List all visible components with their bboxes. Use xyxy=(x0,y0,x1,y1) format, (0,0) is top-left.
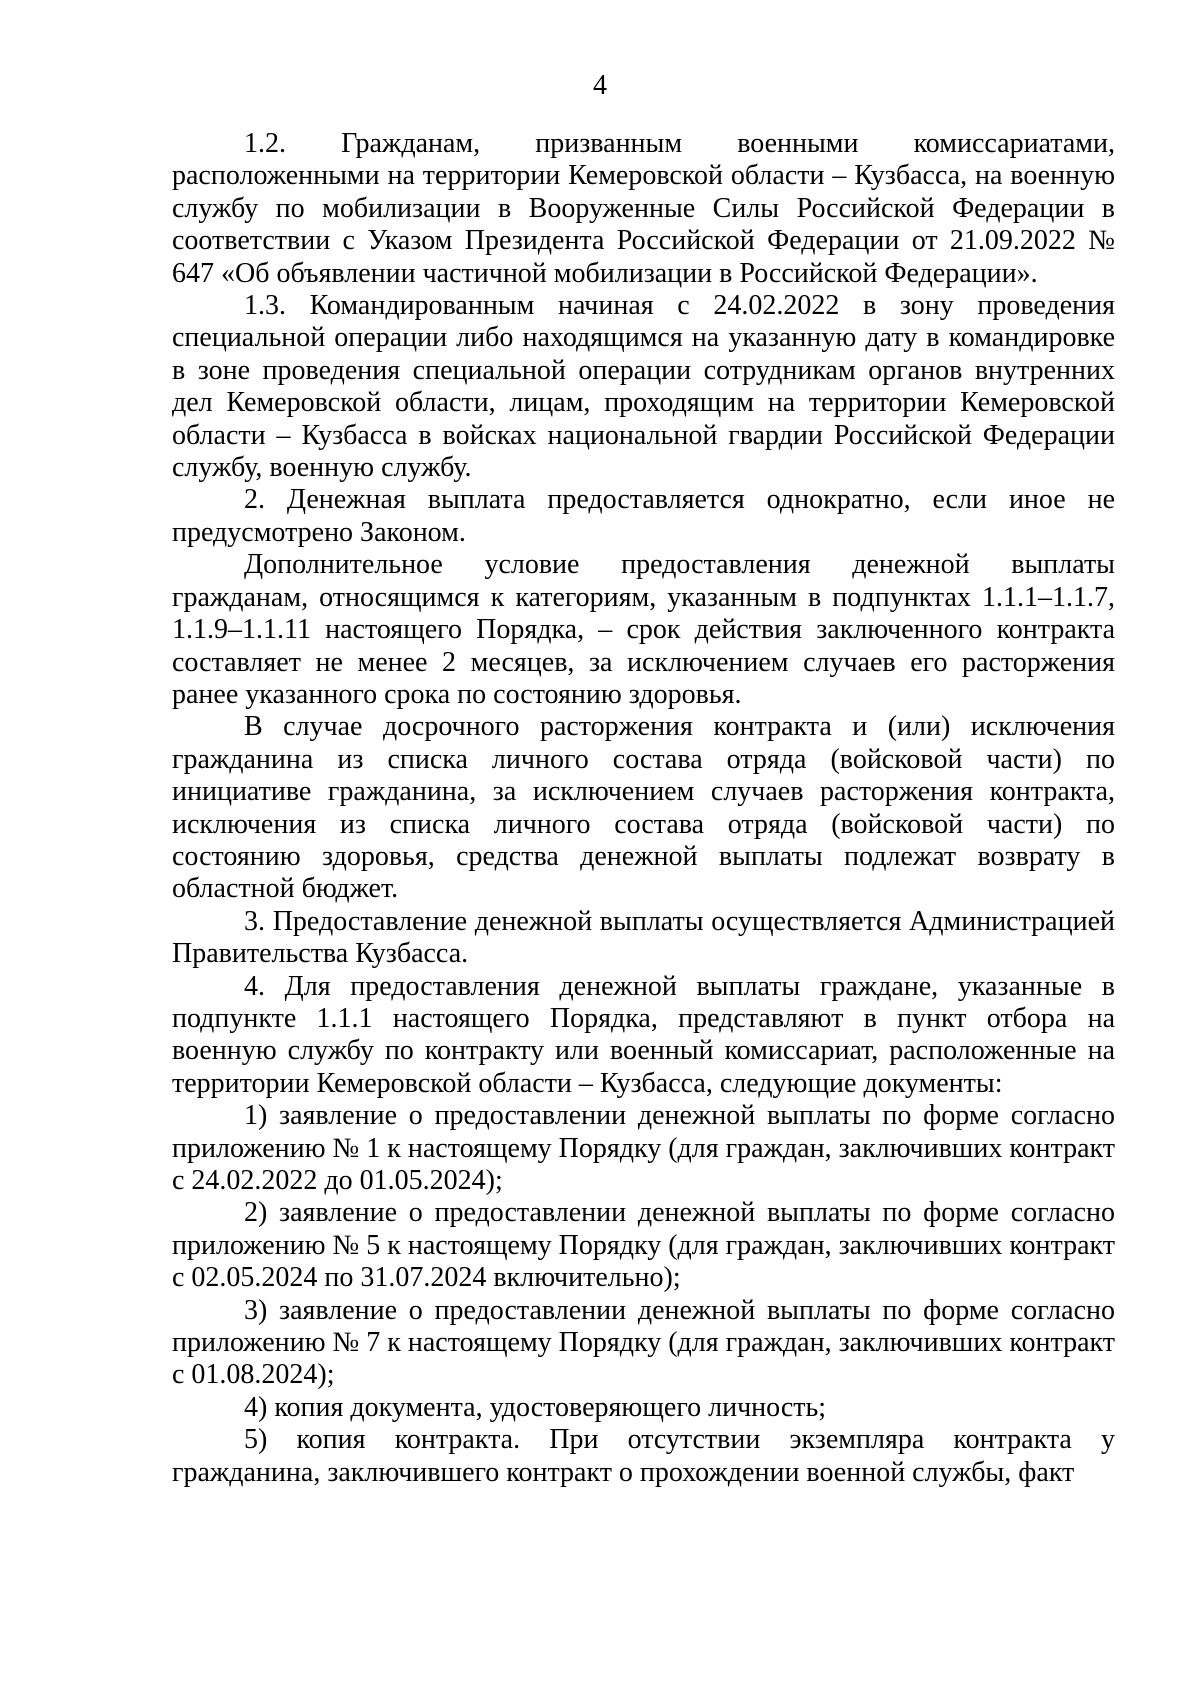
list-item-3-application-form-7: 3) заявление о предоставлении денежной выплаты по форме согласно приложению № 7 к настоящему Порядку (для граждан, заключивших контракт с 01.08.2024); xyxy=(172,1294,1115,1391)
list-item-5-contract-copy: 5) копия контракта. При отсутствии экземпляра контракта у гражданина, заключившего контракт о прохождении военной службы, факт xyxy=(172,1424,1115,1488)
paragraph-1-3-seconded: 1.3. Командированным начиная с 24.02.2022 в зону проведения специальной операции либо находящимся на указанную дату в командировке в зоне проведения специальной операции сотрудникам органов внутренних дел Кемеровской области, лицам, проходящим на территории Кемеровской области – Кузбасса в войсках национальной гвардии Российской Федерации службу, военную службу. xyxy=(172,290,1115,484)
paragraph-early-termination: В случае досрочного расторжения контракта и (или) исключения гражданина из списка личного состава отряда (войсковой части) по инициативе гражданина, за исключением случаев расторжения контракта, исключения из списка личного состава отряда (войсковой части) по состоянию здоровья, средства денежной выплаты подлежат возврату в областной бюджет. xyxy=(172,711,1115,905)
paragraph-additional-condition: Дополнительное условие предоставления денежной выплаты гражданам, относящимся к категориям, указанным в подпунктах 1.1.1–1.1.7, 1.1.9–1.1.11 настоящего Порядка, – срок действия заключенного контракта составляет не менее 2 месяцев, за исключением случаев его расторжения ранее указанного срока по состоянию здоровья. xyxy=(172,549,1115,710)
list-item-2-application-form-5: 2) заявление о предоставлении денежной выплаты по форме согласно приложению № 5 к настоящему Порядку (для граждан, заключивших контракт с 02.05.2024 по 31.07.2024 включительно); xyxy=(172,1197,1115,1294)
list-item-4-identity-document: 4) копия документа, удостоверяющего личность; xyxy=(244,1391,827,1423)
paragraph-3-administration: 3. Предоставление денежной выплаты осуществляется Администрацией Правительства Кузбасса. xyxy=(172,905,1115,970)
paragraph-4-documents: 4. Для предоставления денежной выплаты граждане, указанные в подпункте 1.1.1 настоящего Порядка, представляют в пункт отбора на военную службу по контракту или военный комиссариат, расположенные на территории Кемеровской области – Кузбасса, следующие документы: xyxy=(172,970,1115,1099)
list-item-1-application-form-1: 1) заявление о предоставлении денежной выплаты по форме согласно приложению № 1 к настоящему Порядку (для граждан, заключивших контракт с 24.02.2022 до 01.05.2024); xyxy=(172,1100,1115,1196)
page-number: 4 xyxy=(593,70,607,101)
paragraph-2-one-time-payment: 2. Денежная выплата предоставляется однократно, если иное не предусмотрено Законом. xyxy=(172,484,1115,548)
document-body xyxy=(172,128,1115,1489)
paragraph-1-2-mobilized: 1.2. Гражданам, призванным военными комиссариатами, расположенными на территории Кемеровской области – Кузбасса, на военную службу по мобилизации в Вооруженные Силы Российской Федерации в соответствии с Указом Президента Российской Федерации от 21.09.2022 № 647 «Об объявлении частичной мобилизации в Российской Федерации». xyxy=(172,128,1115,289)
